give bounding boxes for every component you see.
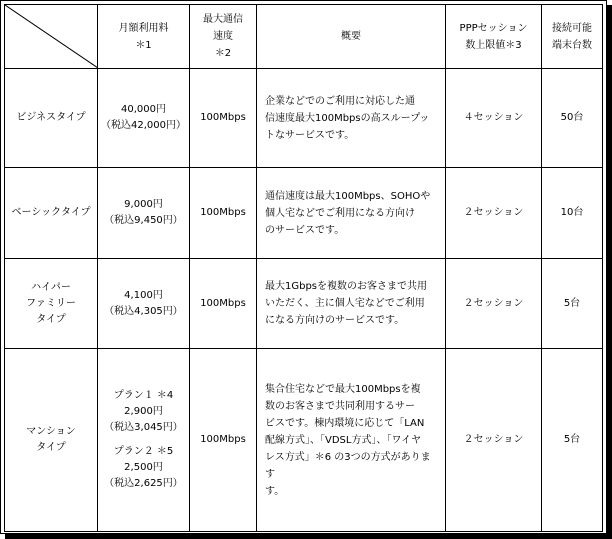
header-monthly-fee-label: 月額利用料 — [118, 22, 169, 34]
overview-cell — [257, 349, 446, 532]
overview-line: す。 — [265, 485, 285, 497]
overview-line: 数のお客さまで共同利用するサー — [265, 400, 415, 412]
ppp-cell — [446, 259, 542, 349]
plan-name-label: ビジネスタイプ — [16, 112, 86, 123]
price-cell — [98, 349, 190, 532]
price-tax: （税込4,305円） — [104, 305, 183, 317]
price-tax: （税込9,450円） — [104, 215, 183, 226]
frame-shadow-bottom — [5, 534, 612, 539]
overview-cell — [257, 168, 446, 259]
plan-name-label: ベーシックタイプ — [11, 207, 91, 218]
overview-line: になる方向けのサービスです。 — [265, 315, 405, 326]
overview-line: 集合住宅などで最大100Mbpsを複 — [265, 383, 421, 395]
overview-line: 企業などでのご利用に対応した通 — [265, 95, 415, 107]
header-max-speed — [190, 5, 257, 69]
plan-name-line: ファミリー — [26, 297, 76, 309]
overview-line: 最大1Gbpsを複数のお客さまで共用 — [265, 281, 428, 292]
plan1-price: 2,900円 — [124, 406, 163, 417]
price-cell — [98, 259, 190, 349]
header-ppp — [446, 5, 542, 69]
speed-cell — [190, 349, 257, 532]
devices-value: 10台 — [560, 207, 584, 218]
ppp-value: ２セッション — [463, 434, 524, 445]
speed: 100Mbps — [200, 112, 246, 123]
ppp-value: ４セッション — [463, 112, 524, 123]
devices-value: 50台 — [560, 112, 584, 123]
plan1-price-tax: （税込3,045円） — [104, 422, 183, 433]
overview-line: 通信速度は最大100Mbps、SOHOや — [265, 190, 431, 202]
header-row — [5, 5, 603, 69]
speed: 100Mbps — [200, 297, 246, 309]
price-cell — [98, 168, 190, 259]
ppp-cell — [446, 168, 542, 259]
header-max-speed-note: ＊2 — [214, 48, 232, 59]
header-ppp-label: PPPセッション — [459, 22, 528, 34]
price-tax: （税込42,000円） — [101, 120, 186, 131]
devices-cell — [542, 259, 603, 349]
header-monthly-fee-note: ＊1 — [135, 39, 152, 51]
plan-name — [5, 168, 98, 259]
overview-line: ビスです。棟内環境に応じて「LAN — [265, 417, 425, 429]
frame-shadow-right — [607, 5, 612, 539]
overview-line: 個人宅などでご利用になる方向け — [265, 207, 415, 219]
header-overview — [257, 5, 446, 69]
plan-name — [5, 69, 98, 168]
plan-name-line: ハイパー — [31, 281, 71, 293]
plan-name-line: タイプ — [36, 442, 66, 453]
header-devices-label: 接続可能 — [552, 22, 592, 34]
pricing-table — [4, 4, 603, 532]
diagonal-line — [5, 5, 98, 68]
plan-name-line: マンション — [26, 426, 76, 437]
overview-line: いただく、主に個人宅などでご利用 — [265, 298, 425, 309]
price: 40,000円 — [121, 104, 166, 115]
plan-name-line: タイプ — [36, 313, 66, 325]
plan-name — [5, 259, 98, 349]
ppp-cell — [446, 349, 542, 532]
ppp-value: ２セッション — [463, 297, 524, 309]
overview-cell — [257, 259, 446, 349]
overview-line: 配線方式」、「VDSL方式」、「ワイヤ — [265, 434, 422, 446]
speed: 100Mbps — [200, 207, 246, 218]
devices-cell — [542, 349, 603, 532]
table-row — [5, 349, 603, 532]
devices-cell — [542, 69, 603, 168]
corner-cell — [5, 5, 98, 69]
devices-value: 5台 — [563, 297, 581, 309]
devices-cell — [542, 168, 603, 259]
header-devices — [542, 5, 603, 69]
overview-line: レス方式」＊6 の3つの方式があります — [265, 451, 431, 480]
header-overview-label: 概要 — [341, 31, 361, 42]
price: 9,000円 — [124, 199, 163, 210]
plan2-price: 2,500円 — [124, 462, 163, 473]
speed-cell — [190, 259, 257, 349]
speed-cell — [190, 168, 257, 259]
price: 4,100円 — [124, 289, 163, 301]
header-max-speed-label-2: 速度 — [213, 31, 233, 42]
overview-line: 信速度最大100Mbpsの高スループッ — [265, 112, 430, 124]
plan2-price-tax: （税込2,625円） — [104, 478, 183, 489]
speed: 100Mbps — [200, 434, 246, 445]
devices-value: 5台 — [563, 434, 581, 445]
table-row — [5, 259, 603, 349]
ppp-value: ２セッション — [463, 207, 524, 218]
ppp-cell — [446, 69, 542, 168]
header-devices-label-2: 端末台数 — [552, 39, 592, 51]
plan-name — [5, 349, 98, 532]
overview-line: トなサービスです。 — [265, 129, 355, 141]
plan1-label: プラン１ ＊4 — [113, 390, 174, 401]
overview-line: のサービスです。 — [265, 224, 345, 236]
speed-cell — [190, 69, 257, 168]
header-max-speed-label: 最大通信 — [203, 14, 243, 25]
table-row — [5, 168, 603, 259]
table-row — [5, 69, 603, 168]
overview-cell — [257, 69, 446, 168]
header-ppp-label-2: 数上限値＊3 — [465, 39, 522, 51]
header-monthly-fee — [98, 5, 190, 69]
price-cell — [98, 69, 190, 168]
plan2-label: プラン２ ＊5 — [113, 446, 174, 457]
